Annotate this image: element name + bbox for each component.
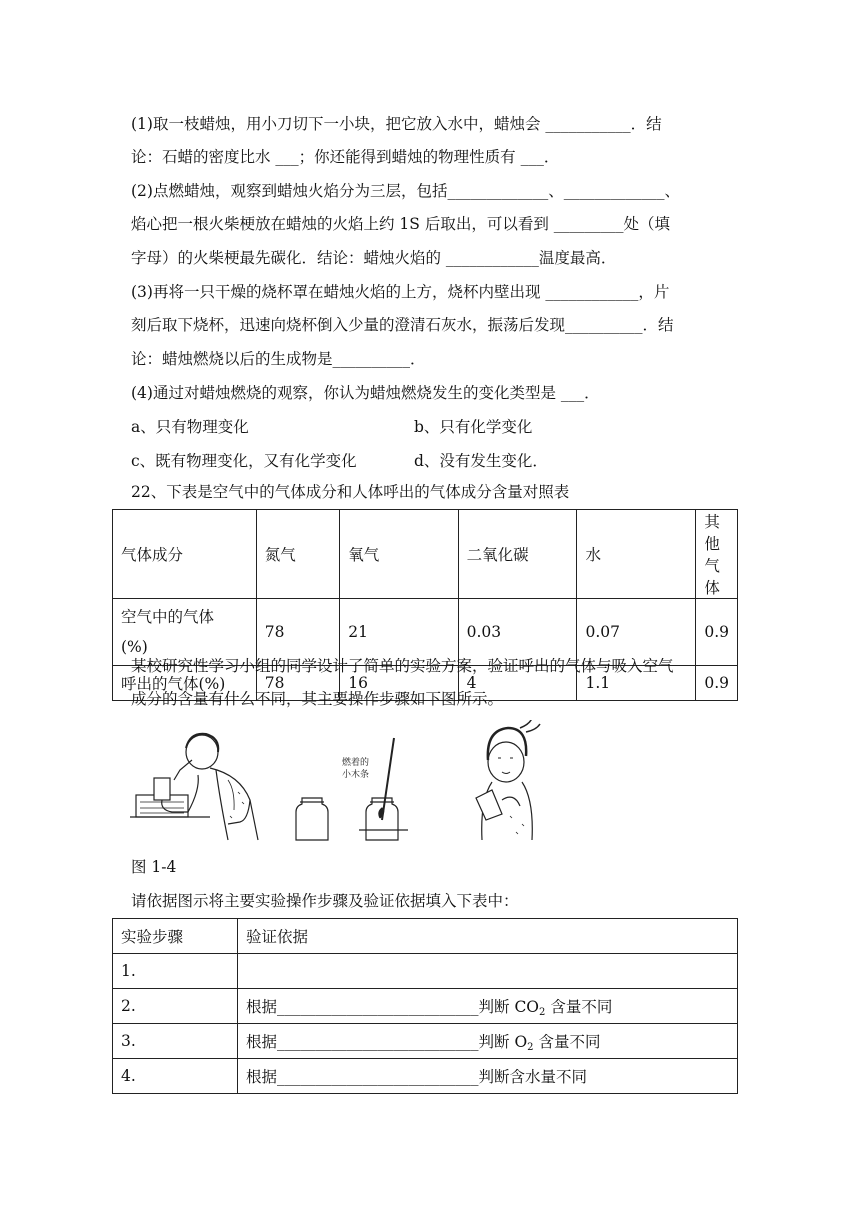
q2-line-1: (2)点燃蜡烛，观察到蜡烛火焰分为三层，包括_____________、_____________、 <box>131 182 680 200</box>
instruction-text: 请依据图示将主要实验操作步骤及验证依据填入下表中： <box>131 892 519 910</box>
table-cell: 0.9 <box>696 599 738 666</box>
q1-line-2: 论：石蜡的密度比水 ___；你还能得到蜡烛的物理性质有 ___． <box>131 148 560 166</box>
row-label-line: (%) <box>121 638 148 656</box>
table-cell: 16 <box>340 666 458 701</box>
experiment-steps-table <box>112 918 738 1094</box>
water-suffix: 判断含水量不同 <box>478 1068 588 1086</box>
basis-prefix: 根据__________________________判断 <box>246 997 515 1016</box>
table-cell: 4 <box>458 666 577 701</box>
q22-title: 22、下表是空气中的气体成分和人体呼出的气体成分含量对照表 <box>131 483 570 501</box>
o2-symbol: O <box>514 1032 528 1051</box>
o2-subscript: 2 <box>527 1041 534 1053</box>
table-header-cell: 验证依据 <box>238 919 738 954</box>
q2-line-2: 焰心把一根火柴梗放在蜡烛的火焰上约 1S 后取出，可以看到 _________处（填 <box>131 215 671 233</box>
q22-paragraph-line-1: 某校研究性学习小组的同学设计了简单的实验方案，验证呼出的气体与吸入空气 <box>131 657 674 675</box>
step-basis-cell <box>238 1024 738 1059</box>
co2-subscript: 2 <box>539 1006 546 1018</box>
label-line-1: 燃着的 <box>342 758 370 768</box>
table-header-cell: 实验步骤 <box>113 919 238 954</box>
table-row <box>113 1059 738 1094</box>
gas-bottles <box>296 738 408 840</box>
table-row <box>113 954 738 989</box>
girl-observing-figure <box>476 720 540 840</box>
table-cell: 78 <box>256 599 339 666</box>
experiment-illustration <box>130 720 550 850</box>
table-cell: 1.1 <box>577 666 696 701</box>
table-cell: 0.07 <box>577 599 696 666</box>
label-line-2: 小木条 <box>342 770 370 780</box>
table-row-label: 呼出的气体(%) <box>113 666 257 701</box>
table-header-row <box>113 919 738 954</box>
table-header-row <box>113 510 738 599</box>
co2-suffix: 含量不同 <box>545 997 613 1016</box>
table-cell: 21 <box>340 599 458 666</box>
option-c: c、既有物理变化，又有化学变化 <box>131 452 357 470</box>
q3-line-1: (3)再将一只干燥的烧杯罩在蜡烛火焰的上方，烧杯内壁出现 ____________，片 <box>131 283 670 301</box>
o2-suffix: 含量不同 <box>533 1032 601 1051</box>
step-basis-cell <box>238 1059 738 1094</box>
table-cell: 0.03 <box>458 599 577 666</box>
step-basis-cell <box>238 989 738 1024</box>
option-a: a、只有物理变化 <box>131 418 249 436</box>
basis-prefix-water: 根据__________________________ <box>246 1068 479 1086</box>
q22-paragraph-line-2: 成分的含量有什么不同，其主要操作步骤如下图所示。 <box>131 690 504 708</box>
q3-line-2: 刻后取下烧杯，迅速向烧杯倒入少量的澄清石灰水，振荡后发现__________．结 <box>131 316 674 334</box>
table-row <box>113 1024 738 1059</box>
boy-blowing-figure <box>130 734 258 840</box>
burning-stick-label <box>342 756 369 780</box>
table-cell: 78 <box>256 666 339 701</box>
step-number: 4. <box>113 1059 238 1094</box>
figure-caption: 图 1-4 <box>131 858 177 876</box>
table-cell: 0.9 <box>696 666 738 701</box>
option-d: d、没有发生变化． <box>414 452 548 470</box>
table-header-cell: 气体成分 <box>113 510 257 599</box>
row-label-line: 空气中的气体 <box>121 608 215 626</box>
co2-symbol: CO <box>514 997 540 1016</box>
basis-prefix: 根据__________________________判断 <box>246 1032 515 1051</box>
q3-line-3: 论：蜡烛燃烧以后的生成物是__________． <box>131 350 426 368</box>
table-header-cell: 二氧化碳 <box>458 510 577 599</box>
table-header-cell: 其他气体 <box>696 510 738 599</box>
table-header-cell: 氧气 <box>340 510 458 599</box>
table-header-cell: 氮气 <box>256 510 339 599</box>
step-number: 2. <box>113 989 238 1024</box>
q2-line-3: 字母）的火柴梗最先碳化．结论：蜡烛火焰的 ____________温度最高． <box>131 249 617 267</box>
table-row <box>113 989 738 1024</box>
step-basis-cell <box>238 954 738 989</box>
step-number: 1. <box>113 954 238 989</box>
q4-line-1: (4)通过对蜡烛燃烧的观察，你认为蜡烛燃烧发生的变化类型是 ___． <box>131 384 600 402</box>
option-b: b、只有化学变化 <box>414 418 533 436</box>
table-header-cell: 水 <box>577 510 696 599</box>
q1-line-1: (1)取一枝蜡烛，用小刀切下一小块，把它放入水中，蜡烛会 ___________．结 <box>131 115 662 133</box>
step-number: 3. <box>113 1024 238 1059</box>
